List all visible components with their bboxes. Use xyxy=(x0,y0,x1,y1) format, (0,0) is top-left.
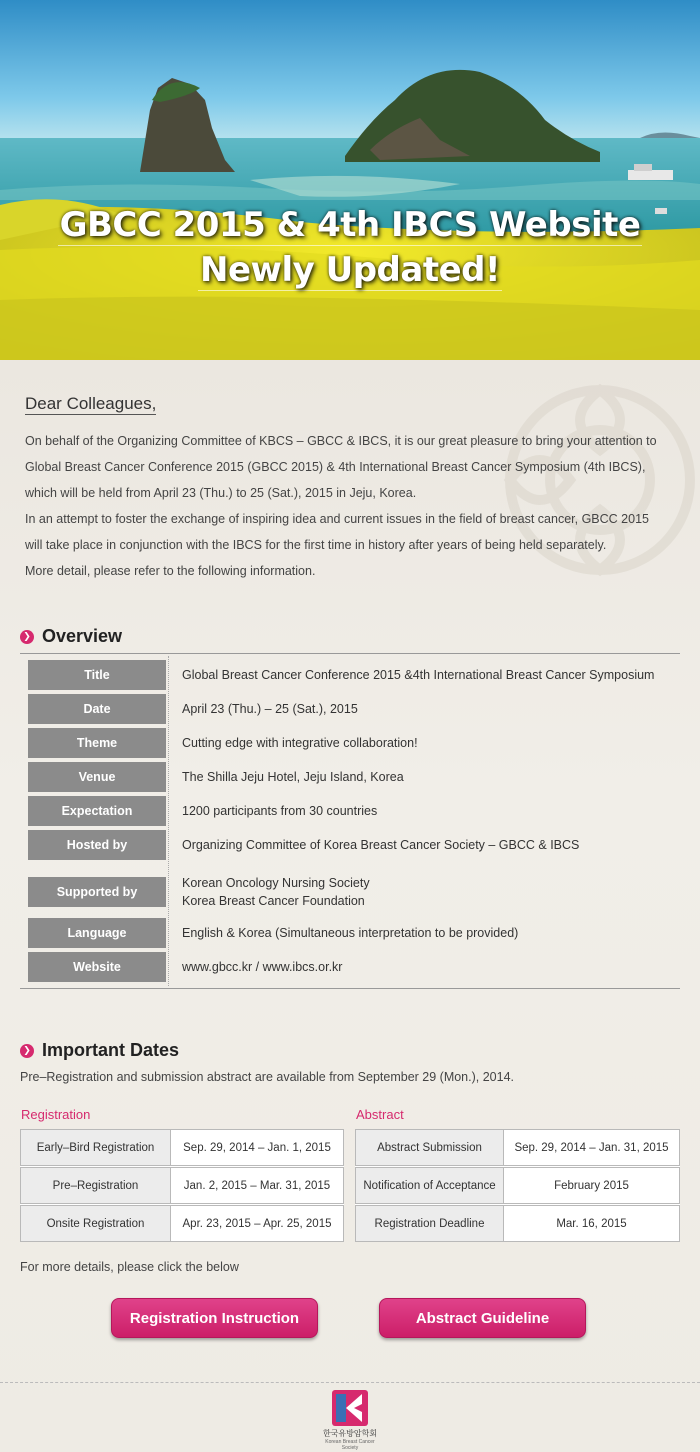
date-value: Mar. 16, 2015 xyxy=(504,1206,680,1242)
overview-label: Language xyxy=(28,918,166,948)
date-key: Abstract Submission xyxy=(356,1130,504,1166)
overview-bottom-rule xyxy=(20,988,680,989)
overview-row-venue xyxy=(28,762,688,792)
hero-title-line1: GBCC 2015 & 4th IBCS Website xyxy=(59,205,641,245)
date-value: Sep. 29, 2014 – Jan. 31, 2015 xyxy=(504,1130,680,1166)
kbcs-logo[interactable] xyxy=(318,1390,382,1451)
overview-label: Title xyxy=(28,660,166,690)
table-row xyxy=(21,1130,344,1166)
kbcs-logo-icon xyxy=(332,1390,368,1426)
overview-value-line: Korea Breast Cancer Foundation xyxy=(182,894,365,908)
date-key: Early–Bird Registration xyxy=(21,1130,171,1166)
intro-line: On behalf of the Organizing Committee of KBCS – GBCC & IBCS, it is our great pleasure to bring your attention to xyxy=(25,434,657,448)
abstract-guideline-button[interactable]: Abstract Guideline xyxy=(379,1298,586,1338)
date-value: Apr. 23, 2015 – Apr. 25, 2015 xyxy=(171,1206,344,1242)
logo-korean-text: 한국유방암학회 xyxy=(322,1429,378,1438)
abstract-label: Abstract xyxy=(356,1107,404,1122)
overview-row-supported-by xyxy=(28,874,688,910)
intro-paragraph xyxy=(25,428,680,584)
intro-line: More detail, please refer to the following information. xyxy=(25,564,316,578)
overview-row-website xyxy=(28,952,688,982)
overview-value: Cutting edge with integrative collaboration! xyxy=(182,736,418,750)
overview-label: Expectation xyxy=(28,796,166,826)
date-value: Jan. 2, 2015 – Mar. 31, 2015 xyxy=(171,1168,344,1204)
date-key: Onsite Registration xyxy=(21,1206,171,1242)
overview-value: 1200 participants from 30 countries xyxy=(182,804,378,818)
chevron-right-icon: ❯ xyxy=(20,630,34,644)
table-row xyxy=(21,1168,344,1204)
intro-line: Global Breast Cancer Conference 2015 (GBCC 2015) & 4th International Breast Cancer Symposium (4th IBCS), xyxy=(25,460,646,474)
table-row xyxy=(356,1130,680,1166)
intro-line: will take place in conjunction with the IBCS for the first time in history after years of being held separately. xyxy=(25,538,607,552)
dates-note: Pre–Registration and submission abstract are available from September 29 (Mon.), 2014. xyxy=(20,1070,515,1084)
date-key: Registration Deadline xyxy=(356,1206,504,1242)
date-value: February 2015 xyxy=(504,1168,680,1204)
important-dates-heading xyxy=(20,1040,179,1061)
footer-divider xyxy=(0,1382,700,1383)
overview-label: Website xyxy=(28,952,166,982)
hero-banner xyxy=(0,0,700,360)
overview-value: Global Breast Cancer Conference 2015 &4th International Breast Cancer Symposium xyxy=(182,668,655,682)
overview-heading xyxy=(20,626,122,647)
overview-label: Venue xyxy=(28,762,166,792)
abstract-table xyxy=(355,1129,680,1242)
date-key: Notification of Acceptance xyxy=(356,1168,504,1204)
intro-line: which will be held from April 23 (Thu.) to 25 (Sat.), 2015 in Jeju, Korea. xyxy=(25,486,417,500)
registration-label: Registration xyxy=(21,1107,91,1122)
overview-value xyxy=(182,874,370,910)
greeting-heading: Dear Colleagues, xyxy=(25,394,157,413)
table-row xyxy=(21,1206,344,1242)
hero-title-line2: Newly Updated! xyxy=(200,250,500,290)
overview-value: April 23 (Thu.) – 25 (Sat.), 2015 xyxy=(182,702,358,716)
overview-row-language xyxy=(28,918,688,948)
registration-table xyxy=(20,1129,344,1242)
overview-value: www.gbcc.kr / www.ibcs.or.kr xyxy=(182,960,343,974)
overview-label: Theme xyxy=(28,728,166,758)
overview-row-expectation xyxy=(28,796,688,826)
overview-row-title xyxy=(28,660,688,690)
chevron-right-icon: ❯ xyxy=(20,1044,34,1058)
overview-value: English & Korea (Simultaneous interpretation to be provided) xyxy=(182,926,519,940)
more-details-text: For more details, please click the below xyxy=(20,1260,239,1274)
overview-row-hosted-by xyxy=(28,830,688,860)
table-row xyxy=(356,1168,680,1204)
overview-value-line: Korean Oncology Nursing Society xyxy=(182,876,370,890)
table-row xyxy=(356,1206,680,1242)
intro-line: In an attempt to foster the exchange of inspiring idea and current issues in the field of breast cancer, GBCC 2015 xyxy=(25,512,649,526)
overview-label: Supported by xyxy=(28,877,166,907)
registration-instruction-button[interactable]: Registration Instruction xyxy=(111,1298,318,1338)
overview-label: Hosted by xyxy=(28,830,166,860)
overview-top-rule xyxy=(20,653,680,654)
date-key: Pre–Registration xyxy=(21,1168,171,1204)
date-value: Sep. 29, 2014 – Jan. 1, 2015 xyxy=(171,1130,344,1166)
overview-row-date xyxy=(28,694,688,724)
overview-row-theme xyxy=(28,728,688,758)
seaside-scene-image xyxy=(0,0,700,360)
important-dates-heading-text: Important Dates xyxy=(42,1040,180,1060)
overview-label: Date xyxy=(28,694,166,724)
logo-english-text: Korean Breast Cancer Society xyxy=(325,1439,375,1451)
overview-value: The Shilla Jeju Hotel, Jeju Island, Korea xyxy=(182,770,404,784)
overview-value: Organizing Committee of Korea Breast Cancer Society – GBCC & IBCS xyxy=(182,838,580,852)
overview-heading-text: Overview xyxy=(42,626,123,646)
